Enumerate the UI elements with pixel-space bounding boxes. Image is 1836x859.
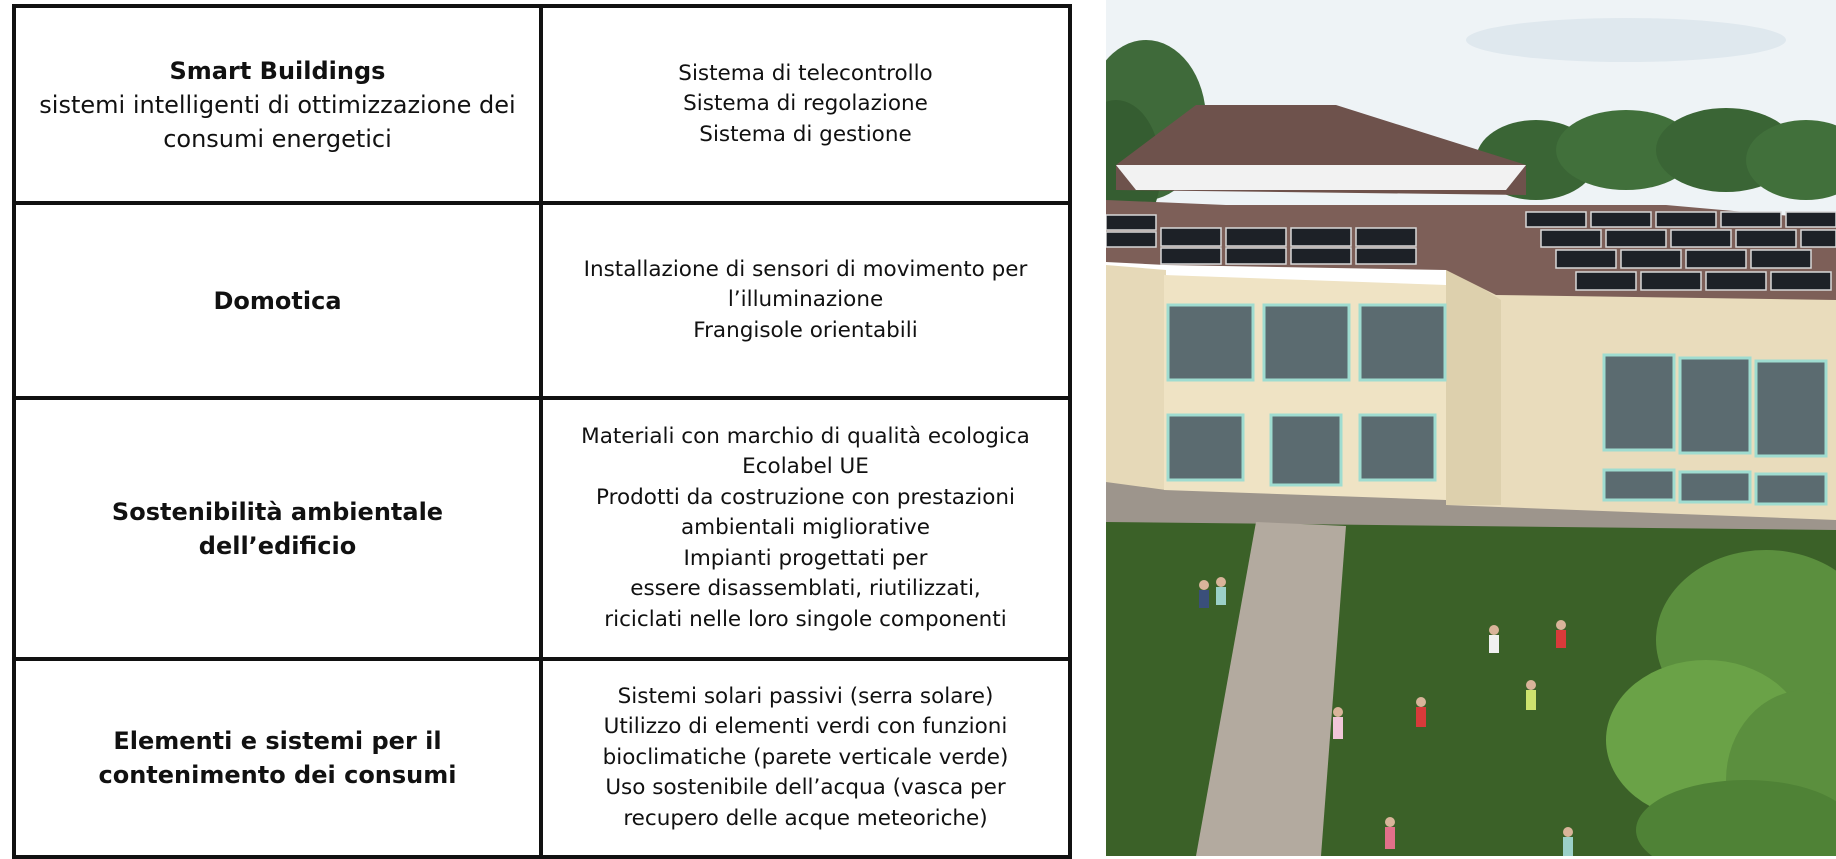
measure-item: Sistema di telecontrollo [678, 60, 933, 86]
measures-cell [541, 6, 1070, 203]
measure-item: essere disassemblati, riutilizzati, [630, 576, 981, 602]
measure-item: Prodotti da costruzione con prestazioni ambientali migliorative [596, 484, 1015, 541]
measure-item: Impianti progettati per [683, 545, 928, 571]
measure-item: Sistema di regolazione [683, 91, 928, 117]
school-building-render-icon [1106, 0, 1836, 856]
category-title: Smart Buildings [169, 56, 386, 85]
measure-item: Sistemi solari passivi (serra solare) [617, 683, 994, 709]
category-cell [14, 659, 541, 857]
measure-item: Uso sostenibile dell’acqua (vasca per recupero delle acque meteoriche) [605, 775, 1006, 831]
category-subtitle: sistemi intelligenti di ottimizzazione dei consumi energetici [39, 90, 516, 153]
category-title: Elementi e sistemi per il contenimento dei consumi [98, 727, 457, 789]
measure-item: Utilizzo di elementi verdi con funzioni bioclimatiche (parete verticale verde) [602, 714, 1009, 770]
table-row [14, 659, 1070, 857]
measures-cell [541, 659, 1070, 857]
category-cell [14, 203, 541, 398]
measure-item: Frangisole orientabili [693, 317, 918, 343]
table-row [14, 6, 1070, 203]
measure-item: Installazione di sensori di movimento per l’illuminazione [583, 256, 1028, 313]
table-row [14, 398, 1070, 659]
measures-cell [541, 398, 1070, 659]
category-cell [14, 6, 541, 203]
features-table [12, 4, 1072, 859]
table-row [14, 203, 1070, 398]
category-title: Domotica [213, 286, 342, 315]
category-title: Sostenibilità ambientale dell’edificio [111, 497, 444, 560]
measure-item: Materiali con marchio di qualità ecologica Ecolabel UE [581, 423, 1030, 480]
measures-cell [541, 203, 1070, 398]
category-cell [14, 398, 541, 659]
measure-item: riciclati nelle loro singole componenti [604, 606, 1007, 632]
measure-item: Sistema di gestione [699, 121, 912, 147]
